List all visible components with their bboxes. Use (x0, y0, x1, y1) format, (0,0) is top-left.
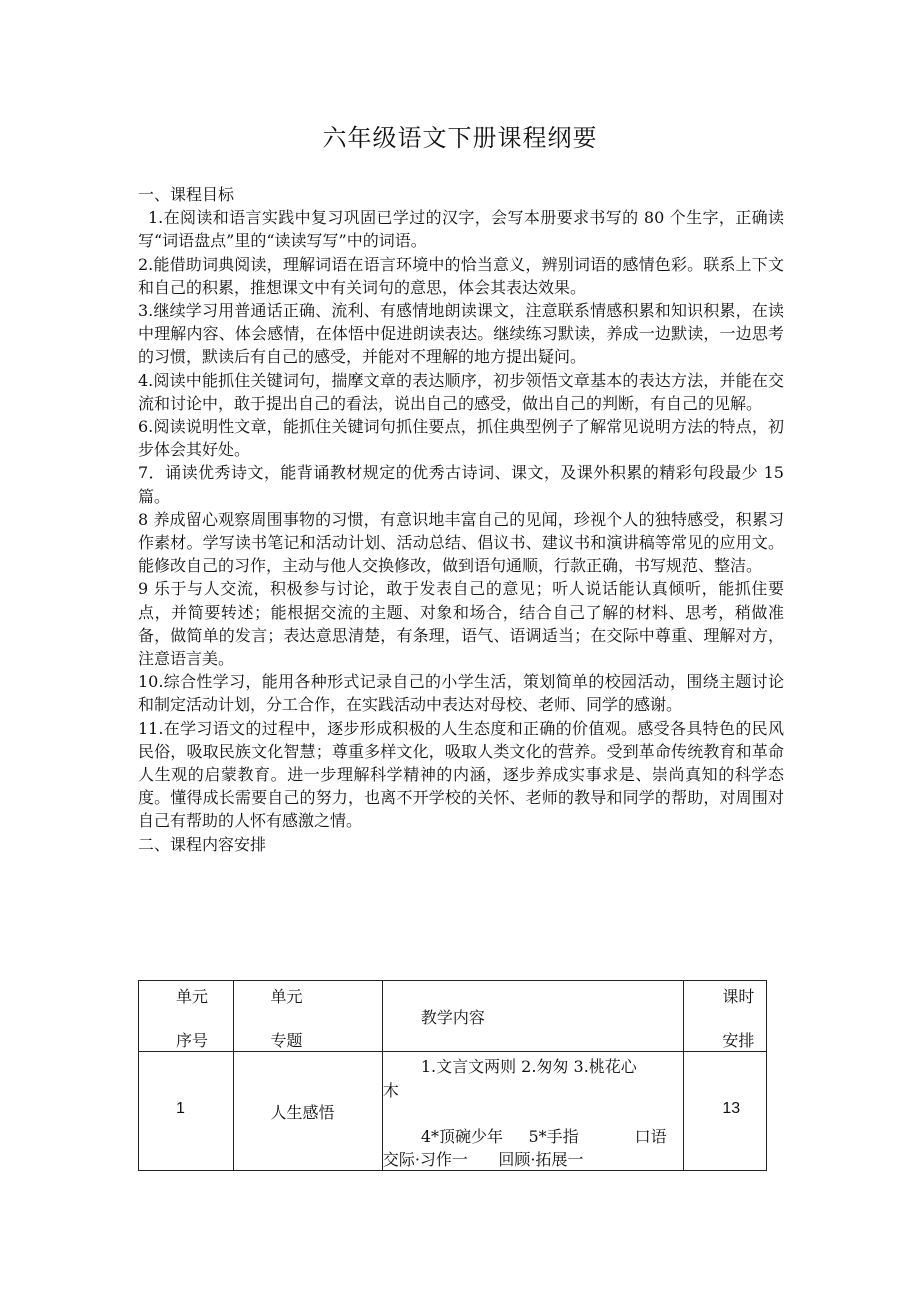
goal-item: 2.能借助词典阅读，理解词语在语言环境中的恰当意义，辨别词语的感情色彩。联系上下文和自己的积累，推想课文中有关词句的意思，体会其表达效果。 (138, 254, 784, 297)
cell-hours (684, 1052, 767, 1171)
document-body (138, 183, 784, 856)
unit-topic: 人生感悟 (270, 1103, 335, 1122)
header-label: 课时 (722, 987, 755, 1006)
header-label: 单元 (270, 987, 303, 1006)
goal-item: 10.综合性学习，能用各种形式记录自己的小学生活，策划简单的校园活动，围绕主题讨论和制定活动计划，分工合作，在实践活动中表达对母校、老师、同学的感谢。 (138, 672, 784, 715)
table-header-row (139, 981, 767, 1052)
header-label: 教学内容 (420, 1008, 485, 1027)
goal-item: 9 乐于与人交流，积极参与讨论，敢于发表自己的意见；听人说话能认真倾听，能抓住要点，并简要转述；能根据交流的主题、对象和场合，结合自己了解的材料、思考，稍做准备，做简单的发言；表达意思清楚，有条理，语气、语调适当；在交际中尊重、理解对方，注意语言美。 (138, 579, 784, 669)
section-heading-content: 二、课程内容安排 (138, 834, 267, 854)
header-label: 安排 (722, 1031, 755, 1050)
header-cell-unit-topic (233, 981, 382, 1052)
section-heading-goals: 一、课程目标 (138, 185, 235, 204)
content-line: 1.文言文两则 2.匆匆 3.桃花心 (420, 1057, 637, 1076)
cell-unit-no (139, 1052, 234, 1171)
header-cell-hours (684, 981, 767, 1052)
goal-item: 8 养成留心观察周围事物的习惯，有意识地丰富自己的见闻，珍视个人的独特感受，积累习作素材。学写读书笔记和活动计划、活动总结、倡议书、建议书和演讲稿等常见的应用文。能修改自己的习作，主动与他人交换修改，做到语句通顺，行款正确，书写规范、整洁。 (138, 509, 784, 576)
table-row (139, 1052, 767, 1171)
content-line: 4*顶碗少年 5*手指 口语 (420, 1127, 667, 1146)
header-label: 专题 (270, 1031, 303, 1050)
cell-content (382, 1052, 684, 1171)
header-label: 单元 (176, 987, 209, 1006)
unit-number: 1 (176, 1100, 185, 1117)
goal-item: 6.阅读说明性文章，能抓住关键词句抓住要点，抓住典型例子了解常见说明方法的特点，初步体会其好处。 (138, 417, 784, 460)
goal-item: 11.在学习语文的过程中，逐步形成积极的人生态度和正确的价值观。感受各具特色的民风民俗，吸取民族文化智慧；尊重多样文化，吸取人类文化的营养。受到革命传统教育和革命人生观的启蒙教育。进一步理解科学精神的内涵，逐步养成实事求是、崇尚真知的科学态度。懂得成长需要自己的努力，也离不开学校的关怀、老师的教导和同学的帮助，对周围对自己有帮助的人怀有感激之情。 (138, 718, 784, 831)
header-cell-unit-no (139, 981, 234, 1052)
header-cell-content (382, 981, 684, 1052)
goal-item: 1.在阅读和语言实践中复习巩固已学过的汉字，会写本册要求书写的 80 个生字，正确读写“词语盘点”里的“读读写写”中的词语。 (138, 208, 784, 251)
header-label: 序号 (176, 1031, 209, 1050)
content-line: 木 (382, 1081, 399, 1100)
page-title: 六年级语文下册课程纲要 (322, 124, 598, 152)
goal-item: 7．诵读优秀诗文，能背诵教材规定的优秀古诗词、课文，及课外积累的精彩句段最少 15 篇。 (138, 463, 784, 506)
goal-item: 4.阅读中能抓住关键词句，揣摩文章的表达顺序，初步领悟文章基本的表达方法，并能在交流和讨论中，敢于提出自己的看法，说出自己的感受，做出自己的判断，有自己的见解。 (138, 370, 784, 413)
goal-item: 3.继续学习用普通话正确、流利、有感情地朗读课文，注意联系情感积累和知识积累，在读中理解内容、体会感情，在体悟中促进朗读表达。继续练习默读，养成一边默读，一边思考的习惯，默读后有自己的感受，并能对不理解的地方提出疑问。 (138, 301, 784, 367)
lesson-hours: 13 (722, 1100, 741, 1117)
course-schedule-table (138, 980, 767, 1171)
content-line: 交际·习作一 回顾·拓展一 (382, 1150, 584, 1169)
cell-unit-topic (233, 1052, 382, 1171)
